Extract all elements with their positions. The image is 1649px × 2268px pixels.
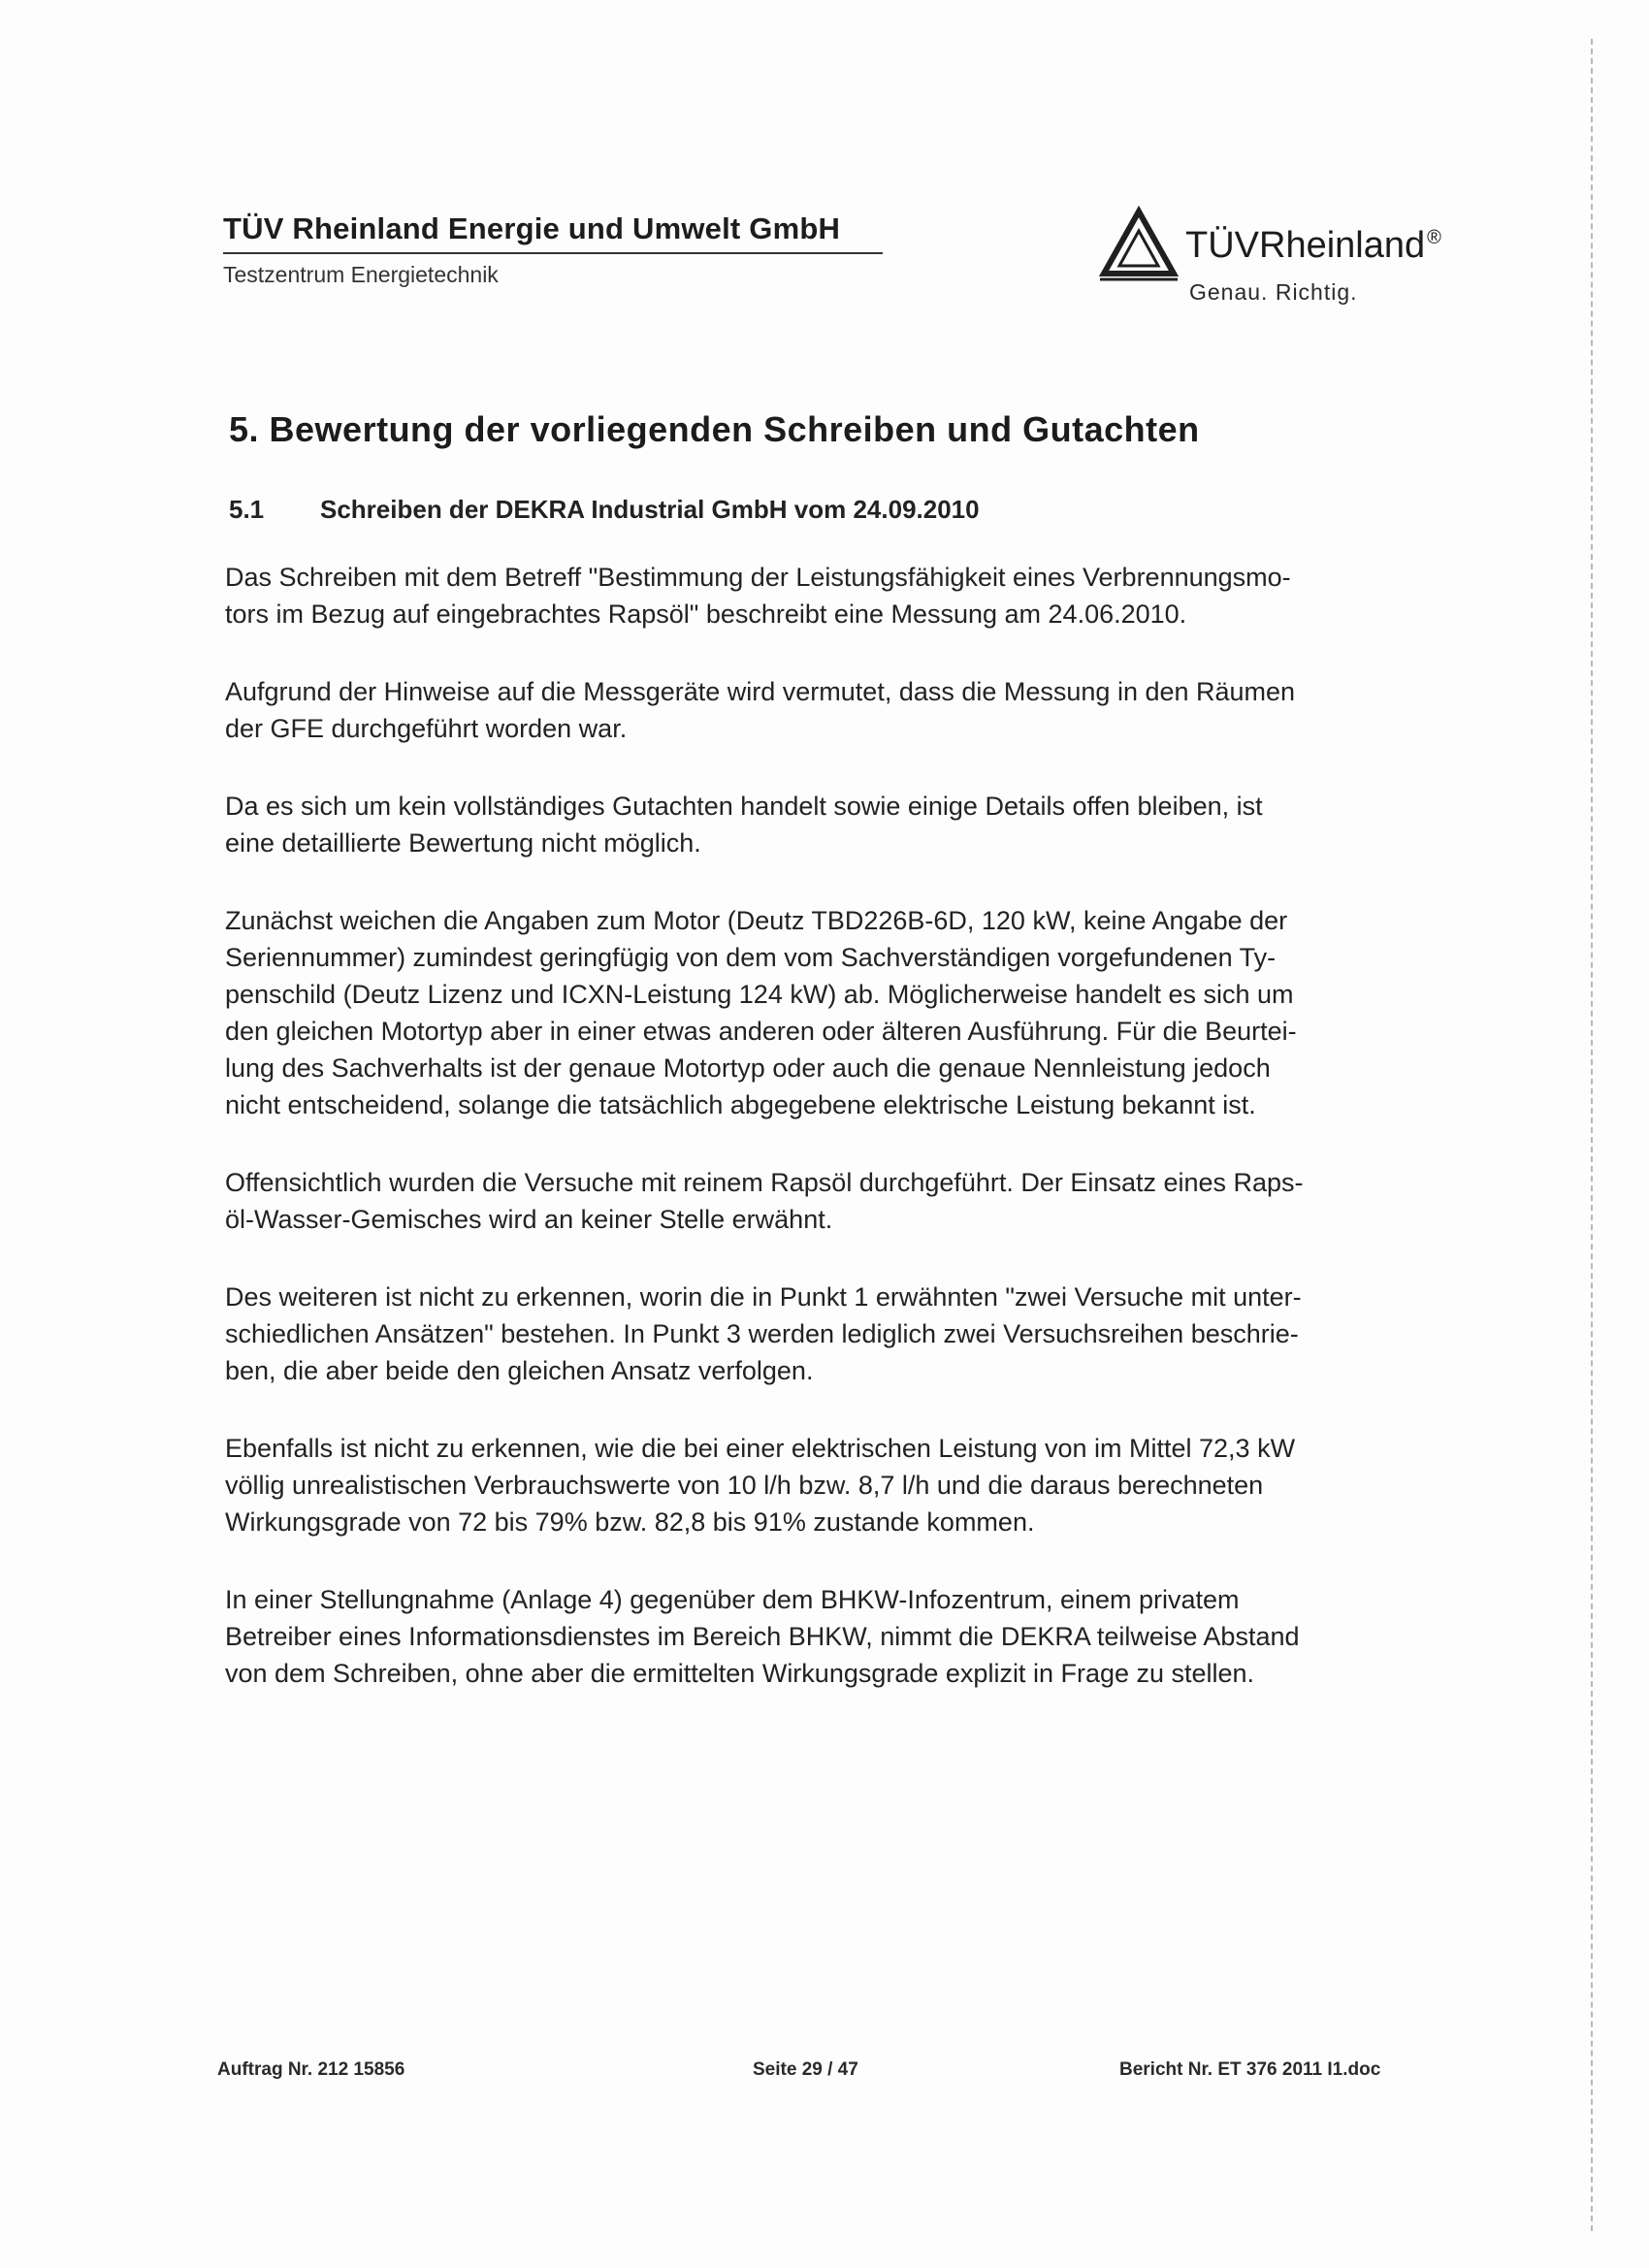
text-line: tors im Bezug auf eingebrachtes Rapsöl" beschreibt eine Messung am 24.06.2010. <box>225 599 1187 629</box>
text-line: völlig unrealistischen Verbrauchswerte von 10 l/h bzw. 8,7 l/h und die daraus berechneten <box>225 1471 1264 1500</box>
registered-mark: ® <box>1427 227 1441 249</box>
text-line: Offensichtlich wurden die Versuche mit reinem Rapsöl durchgeführt. Der Einsatz eines Raps- <box>225 1168 1304 1197</box>
letterhead <box>223 211 883 288</box>
text-line: öl-Wasser-Gemisches wird an keiner Stelle erwähnt. <box>225 1205 833 1234</box>
text-line: Das Schreiben mit dem Betreff "Bestimmung der Leistungsfähigkeit eines Verbrennungsmo- <box>225 563 1291 592</box>
order-number: Auftrag Nr. 212 15856 <box>217 2059 405 2080</box>
subsection-title: Schreiben der DEKRA Industrial GmbH vom 24.09.2010 <box>320 495 980 524</box>
text-line: penschild (Deutz Lizenz und ICXN-Leistung 124 kW) ab. Möglicherweise handelt es sich um <box>225 980 1294 1009</box>
text-line: den gleichen Motortyp aber in einer etwas anderen oder älteren Ausführung. Für die Beurtei- <box>225 1017 1297 1046</box>
triangle-mark-icon <box>1098 206 1180 283</box>
paragraph <box>225 673 1399 747</box>
tuv-logo <box>1098 206 1486 312</box>
section-title: 5. Bewertung der vorliegenden Schreiben und Gutachten <box>229 409 1200 449</box>
text-line: In einer Stellungnahme (Anlage 4) gegenüber dem BHKW-Infozentrum, einem privatem <box>225 1585 1240 1614</box>
text-line: Zunächst weichen die Angaben zum Motor (Deutz TBD226B-6D, 120 kW, keine Angabe der <box>225 906 1288 935</box>
text-line: eine detaillierte Bewertung nicht möglich. <box>225 828 701 858</box>
logo-brand: TÜVRheinland ® <box>1185 225 1441 266</box>
paragraph <box>225 1164 1399 1238</box>
text-line: lung des Sachverhalts ist der genaue Motortyp oder auch die genaue Nennleistung jedoch <box>225 1053 1271 1083</box>
text-line: Betreiber eines Informationsdienstes im Bereich BHKW, nimmt die DEKRA teilweise Abstand <box>225 1622 1300 1651</box>
text-line: Wirkungsgrade von 72 bis 79% bzw. 82,8 bis 91% zustande kommen. <box>225 1507 1035 1537</box>
body-text <box>225 559 1399 1733</box>
text-line: ben, die aber beide den gleichen Ansatz verfolgen. <box>225 1356 814 1385</box>
paragraph <box>225 559 1399 632</box>
text-line: Aufgrund der Hinweise auf die Messgeräte wird vermutet, dass die Messung in den Räumen <box>225 677 1296 706</box>
paragraph <box>225 1581 1399 1692</box>
text-line: Des weiteren ist nicht zu erkennen, worin die in Punkt 1 erwähnten "zwei Versuche mit unter- <box>225 1282 1302 1312</box>
company-name: TÜV Rheinland Energie und Umwelt GmbH <box>223 211 883 254</box>
page-number: Seite 29 / 47 <box>753 2059 858 2080</box>
company-subunit: Testzentrum Energietechnik <box>223 262 499 287</box>
report-number: Bericht Nr. ET 376 2011 I1.doc <box>1119 2059 1381 2080</box>
paragraph <box>225 788 1399 861</box>
text-line: schiedlichen Ansätzen" bestehen. In Punkt 3 werden lediglich zwei Versuchsreihen beschrie- <box>225 1319 1299 1348</box>
text-line: nicht entscheidend, solange die tatsächlich abgegebene elektrische Leistung bekannt ist. <box>225 1090 1256 1119</box>
scan-edge-line <box>1591 39 1593 2231</box>
paragraph <box>225 1430 1399 1540</box>
text-line: Seriennummer) zumindest geringfügig von dem vom Sachverständigen vorgefundenen Ty- <box>225 943 1277 972</box>
text-line: Da es sich um kein vollständiges Gutachten handelt sowie einige Details offen bleiben, ist <box>225 792 1263 821</box>
logo-tagline: Genau. Richtig. <box>1189 279 1358 305</box>
text-line: der GFE durchgeführt worden war. <box>225 714 628 743</box>
text-line: Ebenfalls ist nicht zu erkennen, wie die bei einer elektrischen Leistung von im Mittel 72,3 kW <box>225 1434 1296 1463</box>
paragraph <box>225 902 1399 1123</box>
text-line: von dem Schreiben, ohne aber die ermittelten Wirkungsgrade explizit in Frage zu stellen. <box>225 1659 1255 1688</box>
subsection-number: 5.1 <box>229 495 265 524</box>
paragraph <box>225 1279 1399 1389</box>
